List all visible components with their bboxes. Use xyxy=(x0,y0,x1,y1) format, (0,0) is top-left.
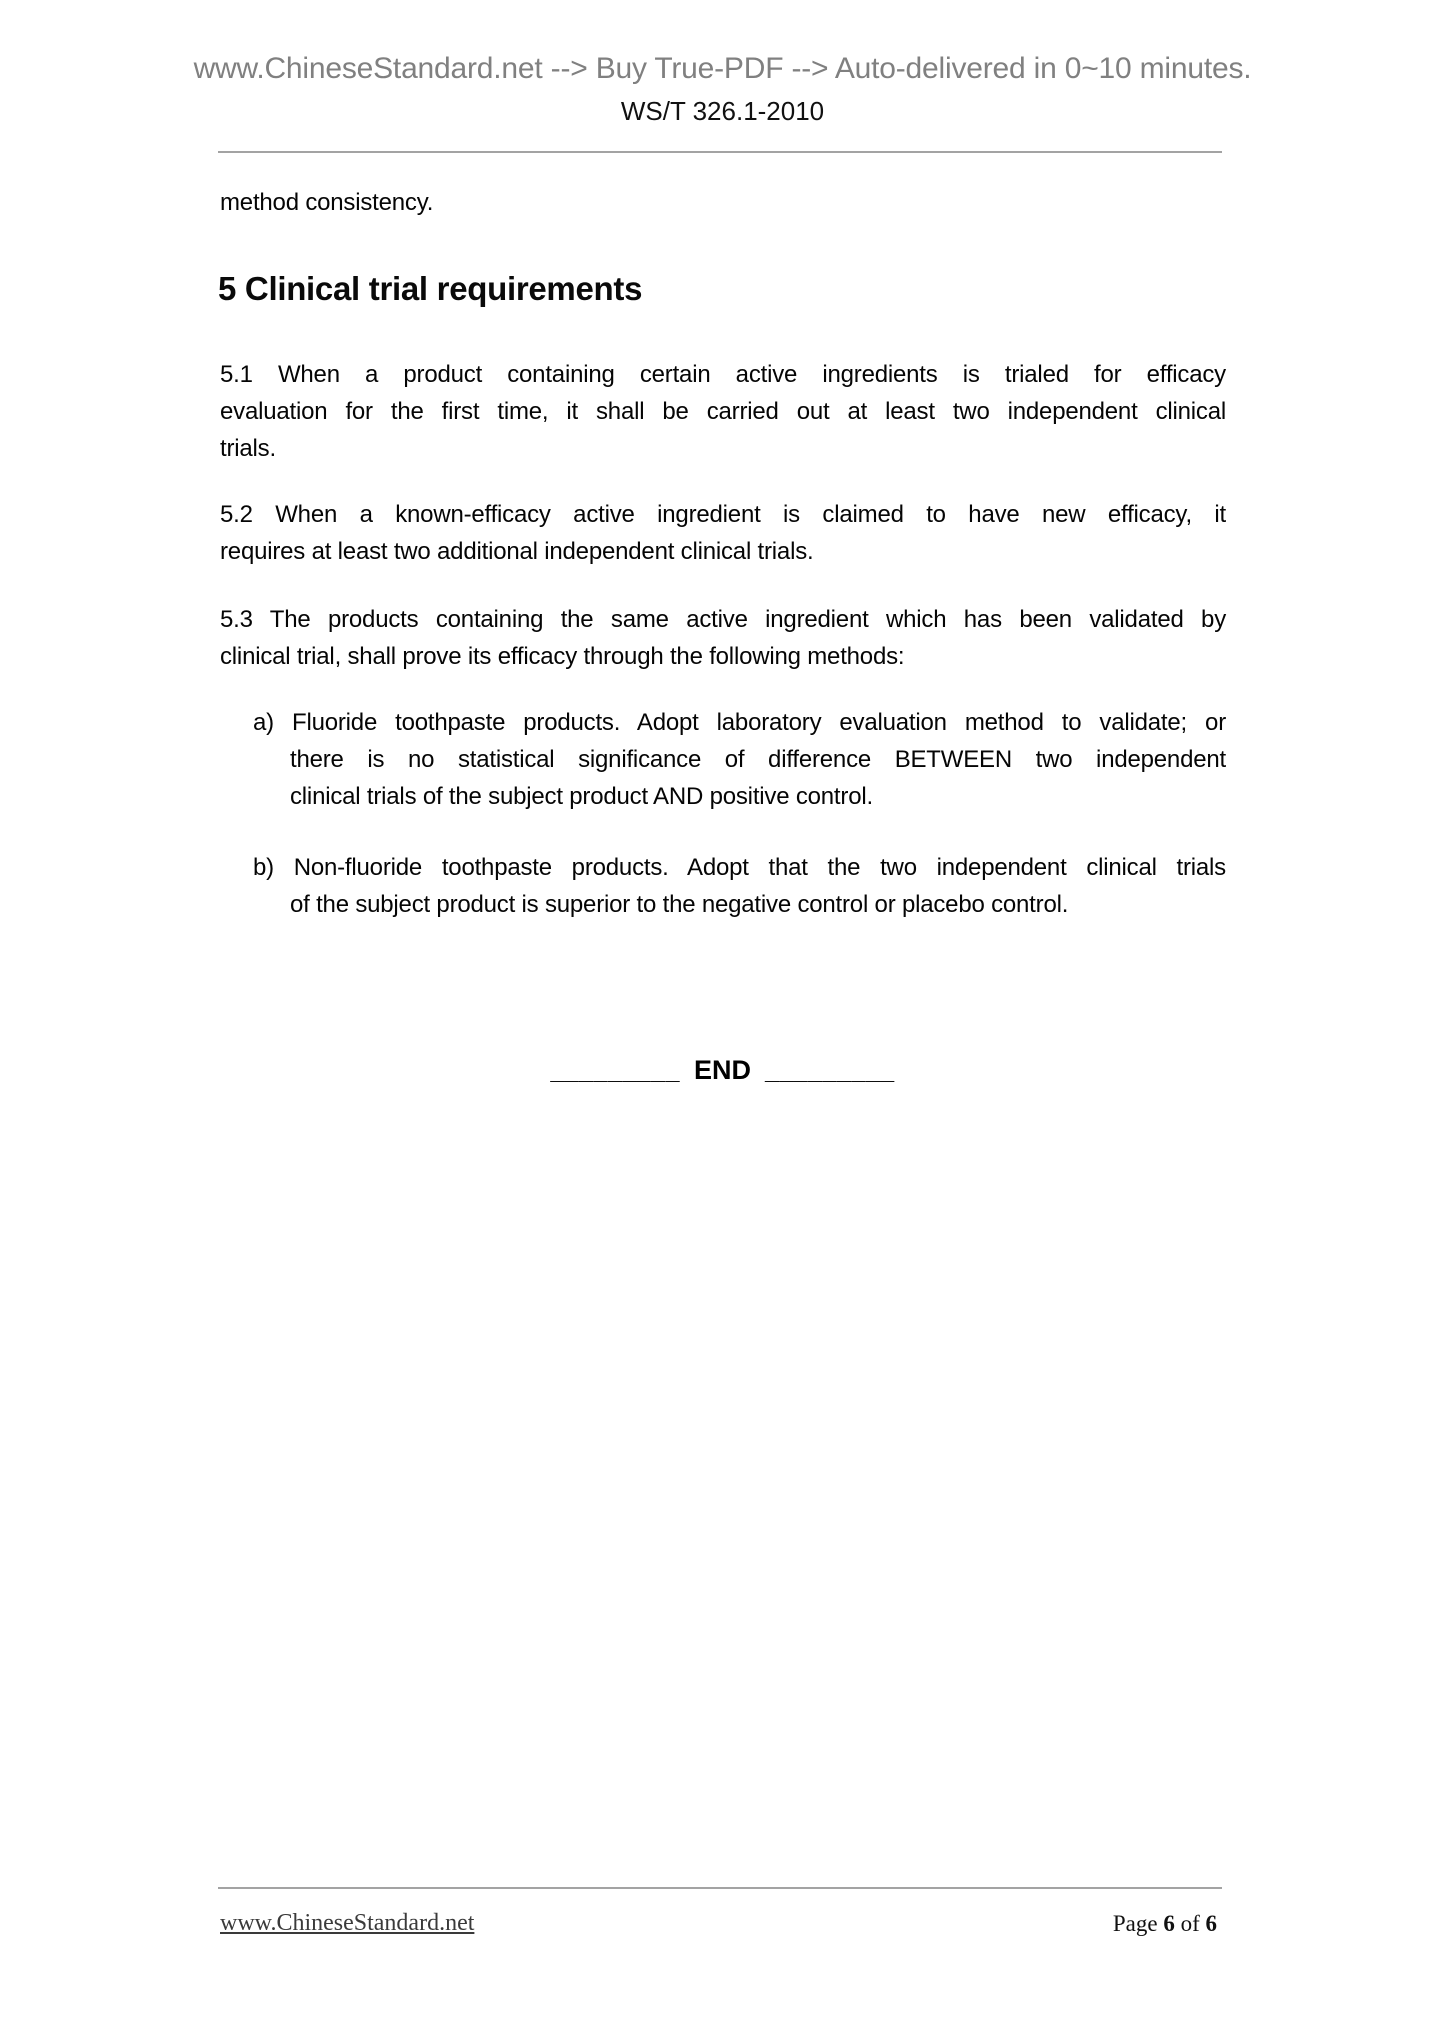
paragraph-5-1 xyxy=(220,356,1226,467)
end-label: END xyxy=(693,1055,751,1085)
text-line: 5.2 When a known-efficacy active ingredient is claimed to have new efficacy, it xyxy=(220,501,1226,528)
end-marker xyxy=(0,1050,1445,1091)
list-item-b xyxy=(253,849,1226,923)
text-line: clinical trials of the subject product AND positive control. xyxy=(290,783,873,810)
end-left-rule: _________ xyxy=(550,1057,680,1085)
header-divider-line xyxy=(218,151,1222,153)
list-item-a xyxy=(253,704,1226,815)
paragraph-method-consistency: method consistency. xyxy=(220,189,434,216)
page-number xyxy=(1113,1910,1217,1938)
text-line: a) Fluoride toothpaste products. Adopt laboratory evaluation method to validate; or xyxy=(253,709,1226,736)
page-of: of xyxy=(1180,1911,1200,1936)
page-total: 6 xyxy=(1205,1911,1217,1936)
section-heading: 5 Clinical trial requirements xyxy=(218,270,643,307)
text-line: 5.1 When a product containing certain active ingredients is trialed for efficacy xyxy=(220,361,1226,388)
text-line: of the subject product is superior to the negative control or placebo control. xyxy=(290,891,1069,918)
page-current: 6 xyxy=(1163,1911,1175,1936)
end-right-rule: _________ xyxy=(765,1057,895,1085)
text-line: clinical trial, shall prove its efficacy through the following methods: xyxy=(220,643,905,670)
text-line: 5.3 The products containing the same active ingredient which has been validated by xyxy=(220,606,1226,633)
text-line: requires at least two additional independent clinical trials. xyxy=(220,538,814,565)
text-line: trials. xyxy=(220,435,276,462)
header-promo-text: www.ChineseStandard.net --> Buy True-PDF --> Auto-delivered in 0~10 minutes. xyxy=(193,52,1252,85)
page-label: Page xyxy=(1112,1911,1158,1936)
footer-divider-line xyxy=(218,1887,1222,1889)
text-line: b) Non-fluoride toothpaste products. Adopt that the two independent clinical trials xyxy=(253,854,1226,881)
text-line: evaluation for the first time, it shall be carried out at least two independent clinical xyxy=(220,398,1226,425)
footer-site-link[interactable]: www.ChineseStandard.net xyxy=(220,1910,475,1936)
document-number: WS/T 326.1-2010 xyxy=(620,96,825,126)
text-line: there is no statistical significance of difference BETWEEN two independent xyxy=(290,746,1226,773)
paragraph-5-2 xyxy=(220,496,1226,570)
paragraph-5-3 xyxy=(220,601,1226,675)
